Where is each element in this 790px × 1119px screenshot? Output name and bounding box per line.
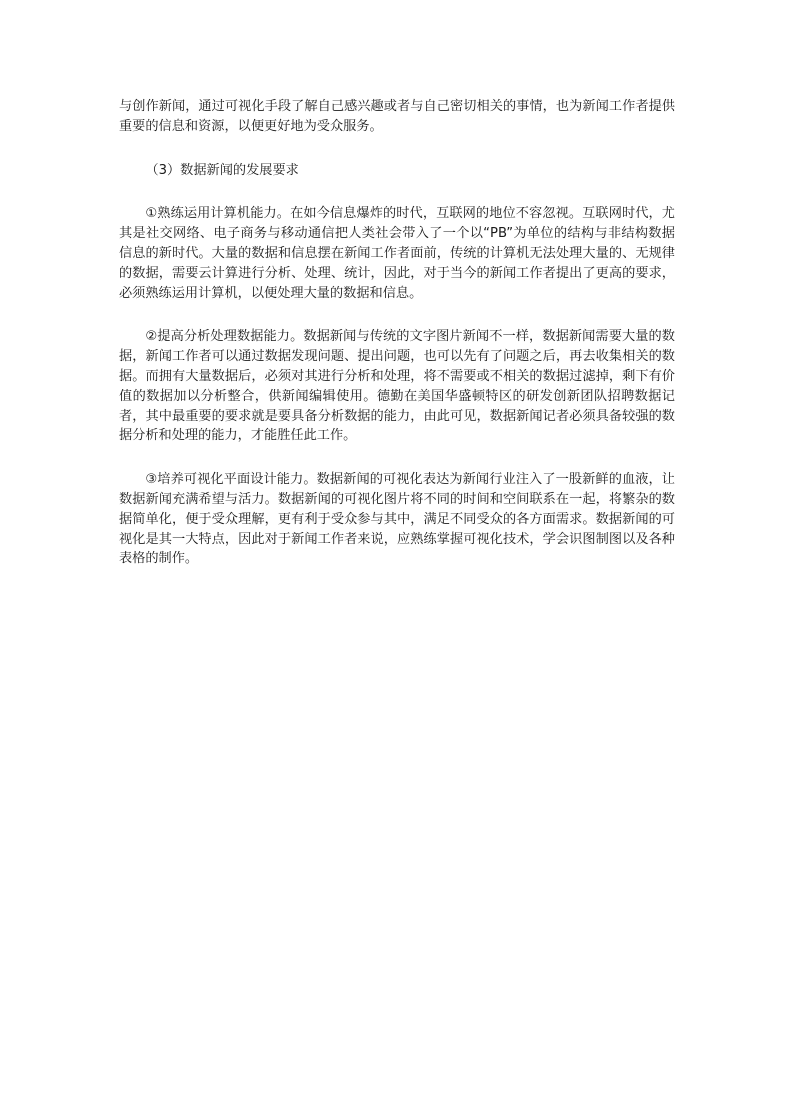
- paragraph-requirement-1: ①熟练运用计算机能力。在如今信息爆炸的时代，互联网的地位不容忽视。互联网时代，尤其是社交网络、电子商务与移动通信把人类社会带入了一个以“PB”为单位的结构与非结构数据信息的新时代。大量的数据和信息摆在新闻工作者面前，传统的计算机无法处理大量的、无规律的数据，需要云计算进行分析、处理、统计，因此，对于当今的新闻工作者提出了更高的要求，必须熟练运用计算机，以便处理大量的数据和信息。: [119, 206, 675, 301]
- paragraph-requirement-3: ③培养可视化平面设计能力。数据新闻的可视化表达为新闻行业注入了一股新鲜的血液，让数据新闻充满希望与活力。数据新闻的可视化图片将不同的时间和空间联系在一起，将繁杂的数据简单化，便于受众理解，更有利于受众参与其中，满足不同受众的各方面需求。数据新闻的可视化是其一大特点，因此对于新闻工作者来说，应熟练掌握可视化技术，学会识图制图以及各种表格的制作。: [119, 472, 675, 567]
- paragraph-requirement-2: ②提高分析处理数据能力。数据新闻与传统的文字图片新闻不一样，数据新闻需要大量的数据，新闻工作者可以通过数据发现问题、提出问题，也可以先有了问题之后，再去收集相关的数据。而拥有大量数据后，必须对其进行分析和处理，将不需要或不相关的数据过滤掉，剩下有价值的数据加以分析整合，供新闻编辑使用。德勤在美国华盛顿特区的研发创新团队招聘数据记者，其中最重要的要求就是要具备分析数据的能力，由此可见，数据新闻记者必须具备较强的数据分析和处理的能力，才能胜任此工作。: [119, 329, 675, 444]
- paragraph-intro-continuation: 与创作新闻，通过可视化手段了解自己感兴趣或者与自己密切相关的事情，也为新闻工作者提供重要的信息和资源，以便更好地为受众服务。: [119, 99, 675, 134]
- document-body: [119, 97, 675, 569]
- section-heading: （3）数据新闻的发展要求: [145, 162, 299, 178]
